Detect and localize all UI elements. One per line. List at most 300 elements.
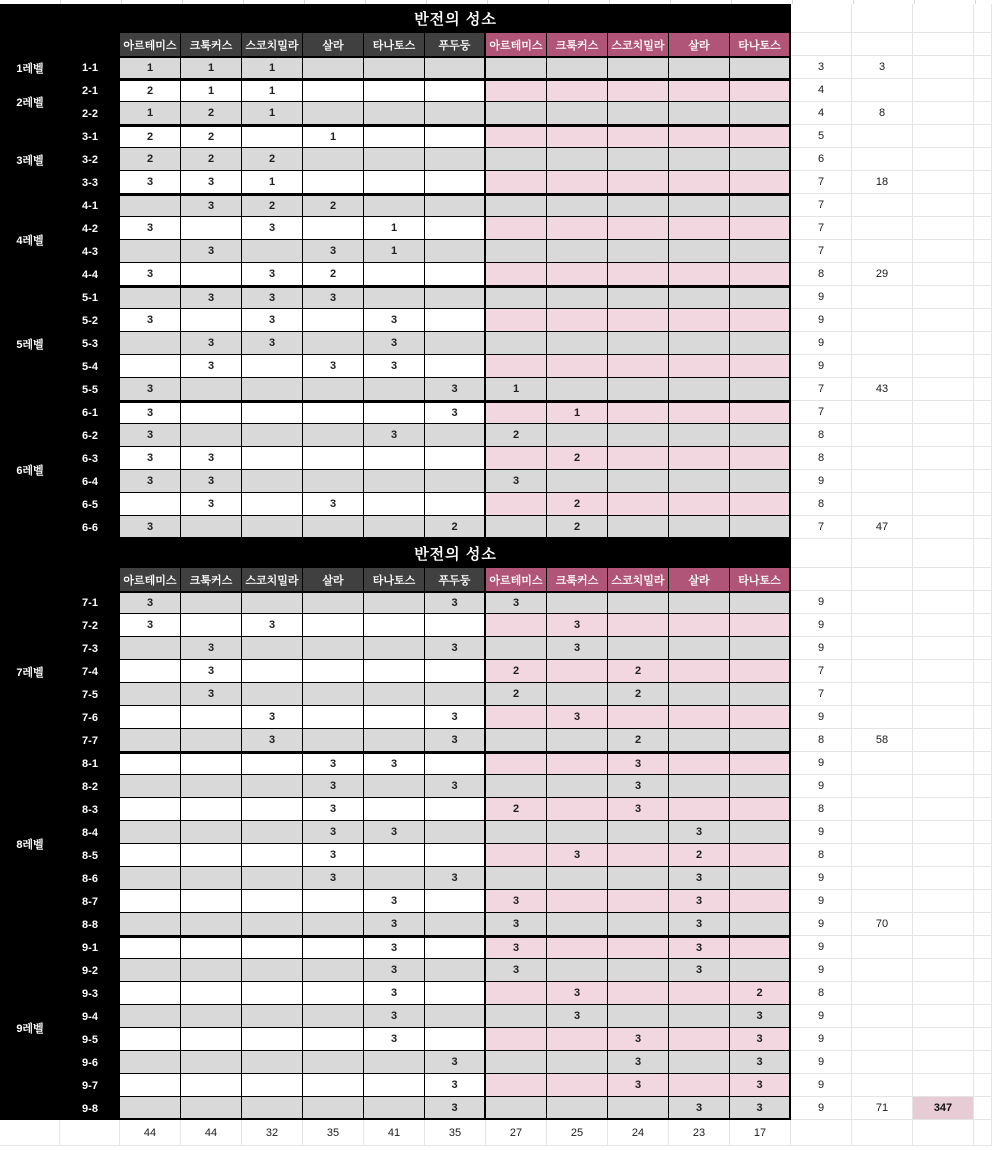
pink-data-cell[interactable] (486, 729, 547, 752)
pink-data-cell[interactable] (608, 614, 669, 637)
data-cell[interactable] (181, 936, 242, 959)
pink-data-cell[interactable] (669, 447, 730, 470)
data-cell[interactable] (425, 263, 486, 286)
data-cell[interactable]: 3 (303, 867, 364, 890)
data-cell[interactable] (242, 1028, 303, 1051)
row-id[interactable]: 6-5 (60, 493, 120, 516)
pink-data-cell[interactable] (608, 217, 669, 240)
subtotal-cell[interactable]: 9 (791, 867, 852, 890)
pink-data-cell[interactable] (730, 936, 791, 959)
bottom-total-cell[interactable]: 27 (486, 1120, 547, 1146)
column-header[interactable]: 크툭커스 (181, 33, 242, 56)
cumulative-cell[interactable] (852, 33, 913, 56)
data-cell[interactable] (364, 79, 425, 102)
subtotal-cell[interactable]: 9 (791, 637, 852, 660)
pink-data-cell[interactable] (486, 844, 547, 867)
cumulative-cell[interactable] (852, 706, 913, 729)
data-cell[interactable]: 3 (303, 775, 364, 798)
data-cell[interactable] (242, 821, 303, 844)
data-cell[interactable] (242, 959, 303, 982)
data-cell[interactable] (242, 982, 303, 1005)
empty-cell[interactable] (913, 890, 974, 913)
cumulative-cell[interactable] (852, 401, 913, 424)
pink-data-cell[interactable] (669, 148, 730, 171)
data-cell[interactable]: 3 (181, 194, 242, 217)
data-cell[interactable]: 1 (242, 79, 303, 102)
pink-data-cell[interactable] (547, 470, 608, 493)
subtotal-cell[interactable]: 7 (791, 683, 852, 706)
pink-data-cell[interactable] (547, 171, 608, 194)
empty-cell[interactable] (0, 1120, 60, 1146)
pink-data-cell[interactable]: 1 (486, 378, 547, 401)
data-cell[interactable]: 3 (181, 240, 242, 263)
cumulative-cell[interactable] (852, 309, 913, 332)
data-cell[interactable]: 3 (181, 660, 242, 683)
data-cell[interactable] (181, 752, 242, 775)
pink-data-cell[interactable] (608, 401, 669, 424)
cumulative-cell[interactable] (852, 798, 913, 821)
pink-data-cell[interactable] (730, 217, 791, 240)
data-cell[interactable] (425, 1005, 486, 1028)
subtotal-cell[interactable]: 9 (791, 821, 852, 844)
empty-cell[interactable] (913, 959, 974, 982)
pink-column-header[interactable]: 타나토스 (730, 568, 791, 591)
data-cell[interactable] (242, 913, 303, 936)
pink-data-cell[interactable]: 3 (486, 913, 547, 936)
data-cell[interactable] (425, 798, 486, 821)
pink-data-cell[interactable] (486, 706, 547, 729)
data-cell[interactable] (364, 867, 425, 890)
data-cell[interactable] (242, 1097, 303, 1120)
empty-cell[interactable] (913, 217, 974, 240)
pink-data-cell[interactable] (608, 447, 669, 470)
data-cell[interactable]: 3 (425, 1051, 486, 1074)
empty-cell[interactable] (913, 1120, 974, 1146)
pink-data-cell[interactable] (547, 424, 608, 447)
subtotal-cell[interactable]: 8 (791, 263, 852, 286)
empty-cell[interactable] (913, 355, 974, 378)
pink-column-header[interactable]: 크툭커스 (547, 33, 608, 56)
subtotal-cell[interactable]: 9 (791, 890, 852, 913)
row-id[interactable]: 7-2 (60, 614, 120, 637)
pink-data-cell[interactable] (486, 493, 547, 516)
column-header[interactable]: 푸두둥 (425, 33, 486, 56)
pink-data-cell[interactable] (608, 706, 669, 729)
cumulative-cell[interactable]: 8 (852, 102, 913, 125)
data-cell[interactable] (425, 821, 486, 844)
row-id[interactable]: 9-4 (60, 1005, 120, 1028)
cumulative-cell[interactable] (852, 775, 913, 798)
subtotal-cell[interactable]: 9 (791, 706, 852, 729)
pink-data-cell[interactable] (486, 309, 547, 332)
data-cell[interactable] (303, 614, 364, 637)
data-cell[interactable] (120, 1005, 181, 1028)
data-cell[interactable] (242, 378, 303, 401)
subtotal-cell[interactable]: 8 (791, 729, 852, 752)
pink-data-cell[interactable] (730, 102, 791, 125)
data-cell[interactable]: 3 (364, 424, 425, 447)
pink-data-cell[interactable] (730, 798, 791, 821)
empty-cell[interactable] (913, 752, 974, 775)
data-cell[interactable] (120, 637, 181, 660)
pink-data-cell[interactable] (608, 470, 669, 493)
pink-data-cell[interactable]: 2 (547, 447, 608, 470)
pink-data-cell[interactable] (547, 148, 608, 171)
pink-data-cell[interactable] (730, 171, 791, 194)
bottom-total-cell[interactable]: 35 (425, 1120, 486, 1146)
data-cell[interactable] (120, 936, 181, 959)
pink-data-cell[interactable] (730, 683, 791, 706)
pink-data-cell[interactable] (608, 263, 669, 286)
empty-cell[interactable] (913, 286, 974, 309)
subtotal-cell[interactable]: 9 (791, 1097, 852, 1120)
data-cell[interactable] (242, 775, 303, 798)
row-id[interactable]: 5-3 (60, 332, 120, 355)
data-cell[interactable]: 3 (120, 401, 181, 424)
data-cell[interactable]: 3 (425, 1074, 486, 1097)
data-cell[interactable] (303, 171, 364, 194)
cumulative-cell[interactable] (852, 591, 913, 614)
data-cell[interactable] (425, 217, 486, 240)
row-id[interactable]: 1-1 (60, 56, 120, 79)
data-cell[interactable]: 3 (181, 286, 242, 309)
empty-cell[interactable] (913, 102, 974, 125)
bottom-total-cell[interactable]: 24 (608, 1120, 669, 1146)
cumulative-cell[interactable] (852, 217, 913, 240)
data-cell[interactable]: 3 (364, 1005, 425, 1028)
pink-data-cell[interactable] (486, 401, 547, 424)
cumulative-cell[interactable] (852, 568, 913, 591)
pink-data-cell[interactable]: 3 (669, 821, 730, 844)
data-cell[interactable]: 3 (425, 378, 486, 401)
row-id[interactable]: 8-7 (60, 890, 120, 913)
data-cell[interactable]: 1 (120, 102, 181, 125)
data-cell[interactable] (242, 240, 303, 263)
data-cell[interactable]: 2 (181, 125, 242, 148)
cumulative-cell[interactable] (852, 982, 913, 1005)
data-cell[interactable] (364, 1097, 425, 1120)
empty-cell[interactable] (913, 821, 974, 844)
data-cell[interactable] (303, 591, 364, 614)
pink-data-cell[interactable] (730, 470, 791, 493)
subtotal-cell[interactable]: 7 (791, 240, 852, 263)
column-header[interactable]: 푸두둥 (425, 568, 486, 591)
pink-column-header[interactable]: 타나토스 (730, 33, 791, 56)
pink-data-cell[interactable]: 3 (486, 591, 547, 614)
row-id[interactable]: 8-5 (60, 844, 120, 867)
cumulative-cell[interactable] (852, 4, 913, 33)
pink-data-cell[interactable]: 3 (547, 614, 608, 637)
data-cell[interactable] (425, 171, 486, 194)
data-cell[interactable]: 3 (120, 516, 181, 539)
pink-data-cell[interactable] (486, 125, 547, 148)
column-header[interactable]: 아르테미스 (120, 568, 181, 591)
subtotal-cell[interactable]: 3 (791, 56, 852, 79)
empty-cell[interactable] (913, 637, 974, 660)
data-cell[interactable] (120, 821, 181, 844)
data-cell[interactable] (425, 424, 486, 447)
pink-data-cell[interactable] (608, 1005, 669, 1028)
data-cell[interactable] (303, 470, 364, 493)
subtotal-cell[interactable]: 9 (791, 470, 852, 493)
cumulative-cell[interactable] (852, 890, 913, 913)
pink-data-cell[interactable] (608, 194, 669, 217)
pink-data-cell[interactable] (486, 171, 547, 194)
pink-data-cell[interactable] (669, 1028, 730, 1051)
data-cell[interactable]: 2 (181, 148, 242, 171)
data-cell[interactable]: 1 (303, 125, 364, 148)
row-id[interactable]: 6-4 (60, 470, 120, 493)
data-cell[interactable]: 3 (303, 798, 364, 821)
pink-data-cell[interactable] (547, 378, 608, 401)
data-cell[interactable] (120, 355, 181, 378)
data-cell[interactable] (181, 844, 242, 867)
pink-data-cell[interactable]: 3 (608, 1028, 669, 1051)
subtotal-cell[interactable]: 9 (791, 332, 852, 355)
data-cell[interactable] (181, 1051, 242, 1074)
pink-data-cell[interactable] (669, 332, 730, 355)
pink-data-cell[interactable] (486, 332, 547, 355)
row-id[interactable]: 7-6 (60, 706, 120, 729)
data-cell[interactable] (303, 637, 364, 660)
pink-data-cell[interactable] (730, 867, 791, 890)
pink-data-cell[interactable] (669, 1074, 730, 1097)
pink-data-cell[interactable] (669, 493, 730, 516)
data-cell[interactable] (425, 1028, 486, 1051)
row-id[interactable]: 5-2 (60, 309, 120, 332)
data-cell[interactable] (120, 752, 181, 775)
data-cell[interactable] (120, 913, 181, 936)
data-cell[interactable] (242, 798, 303, 821)
pink-data-cell[interactable]: 3 (730, 1028, 791, 1051)
empty-cell[interactable] (913, 539, 974, 568)
pink-data-cell[interactable] (547, 798, 608, 821)
row-id[interactable]: 5-1 (60, 286, 120, 309)
data-cell[interactable] (364, 171, 425, 194)
empty-cell[interactable] (913, 309, 974, 332)
pink-data-cell[interactable]: 2 (486, 798, 547, 821)
empty-cell[interactable] (913, 936, 974, 959)
pink-data-cell[interactable] (608, 821, 669, 844)
pink-data-cell[interactable] (547, 867, 608, 890)
data-cell[interactable] (181, 1097, 242, 1120)
data-cell[interactable]: 2 (303, 194, 364, 217)
pink-column-header[interactable]: 살라 (669, 33, 730, 56)
data-cell[interactable] (242, 493, 303, 516)
pink-data-cell[interactable]: 2 (730, 982, 791, 1005)
empty-cell[interactable] (913, 240, 974, 263)
empty-cell[interactable] (913, 614, 974, 637)
row-id[interactable]: 8-8 (60, 913, 120, 936)
empty-cell[interactable] (913, 683, 974, 706)
data-cell[interactable] (120, 194, 181, 217)
subtotal-cell[interactable] (791, 568, 852, 591)
cumulative-cell[interactable] (852, 79, 913, 102)
data-cell[interactable] (364, 729, 425, 752)
row-id[interactable]: 8-1 (60, 752, 120, 775)
pink-data-cell[interactable] (486, 775, 547, 798)
subtotal-cell[interactable] (791, 539, 852, 568)
cumulative-cell[interactable]: 3 (852, 56, 913, 79)
data-cell[interactable]: 3 (181, 493, 242, 516)
cumulative-cell[interactable] (852, 867, 913, 890)
pink-data-cell[interactable]: 3 (608, 752, 669, 775)
cumulative-cell[interactable]: 43 (852, 378, 913, 401)
row-id[interactable]: 9-8 (60, 1097, 120, 1120)
data-cell[interactable]: 3 (303, 286, 364, 309)
data-cell[interactable] (120, 729, 181, 752)
pink-data-cell[interactable] (486, 56, 547, 79)
bottom-total-cell[interactable]: 23 (669, 1120, 730, 1146)
pink-data-cell[interactable]: 3 (730, 1074, 791, 1097)
data-cell[interactable] (425, 102, 486, 125)
data-cell[interactable] (242, 683, 303, 706)
pink-data-cell[interactable] (669, 591, 730, 614)
pink-data-cell[interactable] (486, 1097, 547, 1120)
pink-data-cell[interactable] (547, 125, 608, 148)
subtotal-cell[interactable]: 5 (791, 125, 852, 148)
data-cell[interactable] (425, 355, 486, 378)
empty-cell[interactable] (913, 844, 974, 867)
data-cell[interactable] (181, 1005, 242, 1028)
pink-data-cell[interactable]: 3 (486, 470, 547, 493)
subtotal-cell[interactable]: 7 (791, 516, 852, 539)
pink-data-cell[interactable] (730, 332, 791, 355)
pink-data-cell[interactable] (669, 982, 730, 1005)
pink-data-cell[interactable] (608, 309, 669, 332)
cumulative-cell[interactable] (852, 637, 913, 660)
data-cell[interactable]: 1 (364, 240, 425, 263)
data-cell[interactable] (242, 424, 303, 447)
data-cell[interactable] (303, 660, 364, 683)
data-cell[interactable] (303, 148, 364, 171)
bottom-total-cell[interactable]: 44 (181, 1120, 242, 1146)
pink-data-cell[interactable] (486, 447, 547, 470)
column-header[interactable]: 스코치밀라 (242, 568, 303, 591)
data-cell[interactable]: 1 (120, 56, 181, 79)
cumulative-cell[interactable] (852, 539, 913, 568)
pink-data-cell[interactable] (730, 516, 791, 539)
data-cell[interactable]: 3 (120, 614, 181, 637)
data-cell[interactable] (181, 263, 242, 286)
data-cell[interactable] (425, 936, 486, 959)
data-cell[interactable]: 3 (242, 286, 303, 309)
data-cell[interactable] (181, 401, 242, 424)
subtotal-cell[interactable]: 9 (791, 1005, 852, 1028)
data-cell[interactable] (425, 125, 486, 148)
pink-data-cell[interactable] (547, 102, 608, 125)
empty-cell[interactable] (913, 729, 974, 752)
data-cell[interactable] (303, 1028, 364, 1051)
pink-data-cell[interactable] (547, 729, 608, 752)
row-id[interactable]: 5-5 (60, 378, 120, 401)
empty-cell[interactable] (913, 867, 974, 890)
pink-data-cell[interactable] (608, 493, 669, 516)
cumulative-cell[interactable] (852, 752, 913, 775)
subtotal-cell[interactable]: 8 (791, 982, 852, 1005)
pink-data-cell[interactable] (669, 683, 730, 706)
row-id[interactable]: 3-1 (60, 125, 120, 148)
data-cell[interactable] (303, 1005, 364, 1028)
pink-data-cell[interactable] (669, 706, 730, 729)
data-cell[interactable] (425, 614, 486, 637)
subtotal-cell[interactable]: 9 (791, 614, 852, 637)
data-cell[interactable] (425, 493, 486, 516)
data-cell[interactable] (181, 959, 242, 982)
data-cell[interactable]: 3 (181, 637, 242, 660)
pink-data-cell[interactable] (486, 217, 547, 240)
data-cell[interactable] (303, 447, 364, 470)
data-cell[interactable]: 3 (242, 706, 303, 729)
data-cell[interactable]: 3 (303, 821, 364, 844)
pink-data-cell[interactable] (486, 867, 547, 890)
subtotal-cell[interactable] (791, 33, 852, 56)
data-cell[interactable]: 3 (120, 378, 181, 401)
pink-data-cell[interactable] (547, 263, 608, 286)
data-cell[interactable] (364, 102, 425, 125)
pink-data-cell[interactable]: 3 (608, 798, 669, 821)
pink-data-cell[interactable] (547, 332, 608, 355)
pink-data-cell[interactable] (486, 240, 547, 263)
pink-column-header[interactable]: 아르테미스 (486, 33, 547, 56)
data-cell[interactable] (364, 56, 425, 79)
data-cell[interactable] (303, 959, 364, 982)
pink-data-cell[interactable] (669, 286, 730, 309)
data-cell[interactable] (303, 683, 364, 706)
data-cell[interactable] (242, 591, 303, 614)
pink-data-cell[interactable] (547, 1074, 608, 1097)
data-cell[interactable] (425, 148, 486, 171)
empty-cell[interactable] (852, 1120, 913, 1146)
pink-data-cell[interactable] (669, 516, 730, 539)
pink-column-header[interactable]: 살라 (669, 568, 730, 591)
data-cell[interactable] (303, 332, 364, 355)
pink-data-cell[interactable] (547, 821, 608, 844)
data-cell[interactable] (120, 844, 181, 867)
data-cell[interactable] (242, 355, 303, 378)
pink-data-cell[interactable]: 3 (608, 1051, 669, 1074)
pink-data-cell[interactable] (608, 125, 669, 148)
row-id[interactable]: 6-2 (60, 424, 120, 447)
data-cell[interactable] (181, 1074, 242, 1097)
subtotal-cell[interactable]: 4 (791, 79, 852, 102)
data-cell[interactable] (303, 309, 364, 332)
pink-data-cell[interactable] (669, 378, 730, 401)
pink-data-cell[interactable] (547, 1051, 608, 1074)
data-cell[interactable] (303, 1074, 364, 1097)
data-cell[interactable] (242, 470, 303, 493)
data-cell[interactable] (425, 79, 486, 102)
pink-data-cell[interactable] (669, 125, 730, 148)
cumulative-cell[interactable] (852, 447, 913, 470)
empty-cell[interactable] (913, 125, 974, 148)
pink-data-cell[interactable]: 2 (486, 424, 547, 447)
data-cell[interactable]: 1 (364, 217, 425, 240)
data-cell[interactable] (120, 286, 181, 309)
data-cell[interactable]: 3 (364, 1028, 425, 1051)
data-cell[interactable] (120, 867, 181, 890)
empty-cell[interactable] (60, 1120, 120, 1146)
data-cell[interactable] (364, 378, 425, 401)
pink-data-cell[interactable] (486, 752, 547, 775)
pink-data-cell[interactable] (486, 1028, 547, 1051)
pink-data-cell[interactable] (486, 286, 547, 309)
data-cell[interactable]: 1 (181, 56, 242, 79)
pink-data-cell[interactable] (669, 424, 730, 447)
pink-data-cell[interactable] (608, 355, 669, 378)
pink-data-cell[interactable] (547, 660, 608, 683)
pink-data-cell[interactable] (730, 493, 791, 516)
